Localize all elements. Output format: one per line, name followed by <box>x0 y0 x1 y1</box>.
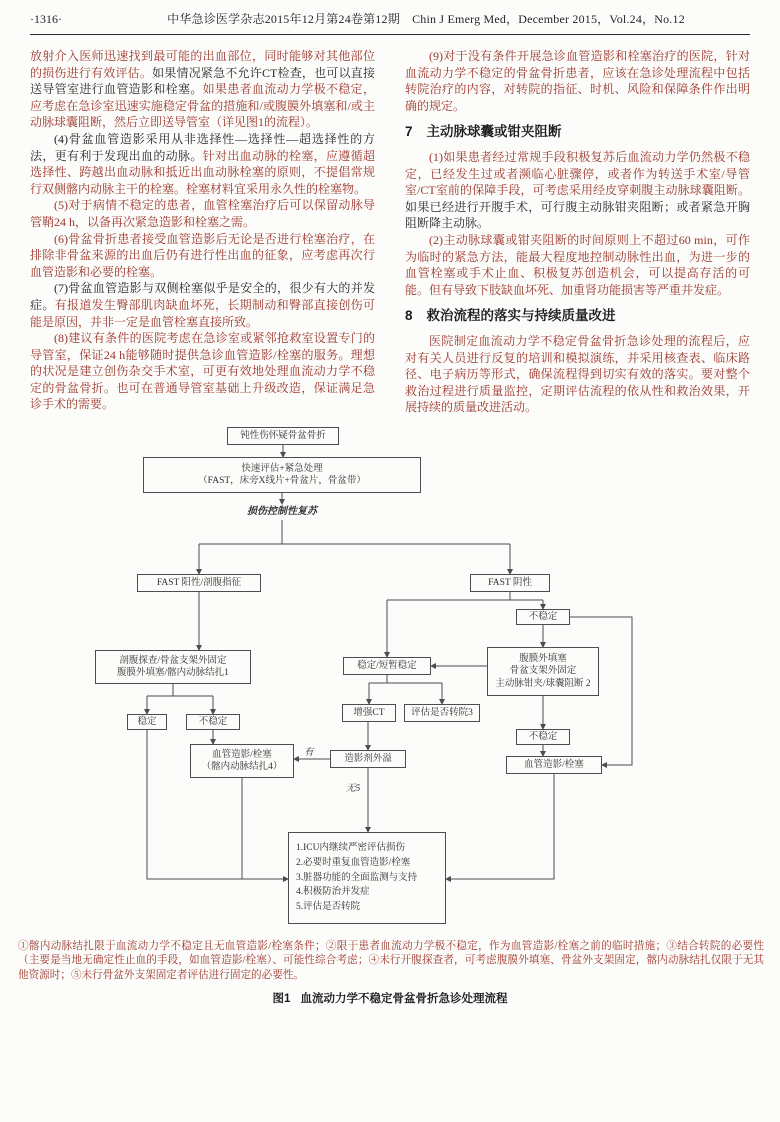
flow-node-angiography-right <box>506 756 602 774</box>
paragraph <box>405 149 750 232</box>
text-segment: (2)主动脉球囊或钳夹阻断的时间原则上不超过60 min，可作为临时的紧急方法，能最大程度地控制动脉性出血，为进一步的血管栓塞或手术止血、积极复苏创造机会，可以提高存活的可能。但有导致下肢缺血坏死、加重肾功能损害等严重并发症。 <box>405 232 750 297</box>
paragraph <box>30 197 375 230</box>
flow-node-line: FAST 阴性 <box>488 577 532 588</box>
paragraph <box>30 280 375 330</box>
flow-node-line: 评估是否转院3 <box>411 707 473 718</box>
flow-node-line: 主动脉钳夹/球囊阻断 2 <box>495 678 591 689</box>
flow-node-line: 剖腹探查/骨盆支架外固定 <box>119 655 227 666</box>
text-segment: 放射介入医师迅速找到最可能的出血部位，同时能够对其他部位的损伤进行有效评估。 <box>30 49 375 80</box>
paragraph <box>30 330 375 413</box>
section-title: 主动脉球囊或钳夹阻断 <box>426 124 562 140</box>
flow-node-line: （髂内动脉结扎4） <box>201 761 283 772</box>
paragraph <box>405 232 750 298</box>
journal-title: 中华急诊医学杂志2015年12月第24卷第12期 Chin J Emerg Med，December 2015，Vol.24，No.12 <box>167 12 685 26</box>
text-segment: (1)如果患者经过常规手段积极复苏后血流动力学仍然极不稳定，已经发生过或者濒临心脏骤停，或者作为转送手术室/导管室/CT室前的保障手段，可考虑采用经皮穿刺腹主动脉球囊阻断。 <box>405 149 750 198</box>
flow-node-line: （FAST，床旁X线片+骨盆片，骨盆带） <box>198 475 366 486</box>
flow-node-line: 血管造影/栓塞 <box>524 759 584 770</box>
flow-node-line: 不稳定 <box>198 716 228 727</box>
figure-caption-text: 血流动力学不稳定骨盆骨折急诊处理流程 <box>300 992 508 1005</box>
flow-node-fast-positive <box>137 574 261 592</box>
section-heading <box>405 124 750 141</box>
text-segment: (9)对于没有条件开展急诊血管造影和栓塞治疗的医院，针对血流动力学不稳定的骨盆骨折患者，应该在急诊处理流程中包括转院治疗的内容，对转院的指征、时机、风险和保障条件作出明确的规定。 <box>405 49 750 113</box>
flow-connector <box>446 774 554 879</box>
flow-node-stable-left <box>127 714 167 730</box>
flow-node-angiography-left <box>190 744 294 778</box>
section-heading <box>405 308 750 325</box>
text-segment: 医院制定血流动力学不稳定骨盆骨折急诊处理的流程后，应对有关人员进行反复的培训和模拟演练，并采用核查表、临床路径、电子病历等形式，确保流程得到切实有效的落实。要对整个救治过程进行质量监控，定期评估流程的依从性和救治效果，开展持续的质量改进活动。 <box>405 333 750 415</box>
text-segment: 针对出血动脉的栓塞，应遵循超选择性、跨越出血动脉和抵近出血动脉栓塞的原则，不提倡常规行双侧髂内动脉主干的栓塞。栓塞材料宜采用永久性的栓塞物。 <box>30 148 375 196</box>
flow-node-packing-fixation-occlusion <box>487 647 599 696</box>
flow-node-contrast-extravasation <box>330 750 406 768</box>
section-number: 8 <box>405 308 413 324</box>
flow-node-line: 稳定 <box>137 716 157 727</box>
figure-label: 图1 <box>272 992 291 1005</box>
page-number: ·1316· <box>30 12 62 26</box>
flow-node-blunt-trauma <box>227 427 339 445</box>
section-number: 7 <box>405 124 413 140</box>
flow-node-laparotomy-fixation <box>95 650 251 684</box>
flow-node-transfer-assessment <box>404 704 480 722</box>
paragraph <box>30 48 375 131</box>
flow-node-line: 血管造影/栓塞 <box>212 749 272 760</box>
flow-node-line: 腹膜外填塞/髂内动脉结扎1 <box>117 667 229 678</box>
flow-node-fast-negative <box>470 574 550 592</box>
page-header <box>30 10 750 27</box>
flow-node-stable-transient <box>343 657 431 675</box>
flow-node-line: 2.必要时重复血管造影/栓塞 <box>296 857 411 868</box>
flow-node-line: 腹膜外填塞 <box>519 653 567 664</box>
flow-node-line: 骨盆支架外固定 <box>509 666 577 677</box>
flow-node-line: 损伤控制性复苏 <box>247 506 317 518</box>
left-column <box>30 48 375 416</box>
text-segment: 有报道发生臀部肌肉缺血坏死，长期制动和臀部直接创伤可能是原因，并非一定是血管栓塞直接所致。 <box>30 297 375 329</box>
paragraph <box>405 48 750 114</box>
flow-node-rapid-assessment <box>143 457 421 493</box>
text-segment: 如果已经进行开腹手术，可行腹主动脉钳夹阻断；或者紧急开胸阻断降主动脉。 <box>405 199 750 231</box>
flow-edge-label: 有 <box>304 747 314 758</box>
article-columns <box>30 48 750 416</box>
flow-node-line: FAST 阳性/剖腹指征 <box>156 577 242 588</box>
text-segment: (6)骨盆骨折患者接受血管造影后无论是否进行栓塞治疗，在排除非骨盆来源的出血后仍有进行性出血的征象，应考虑再次行血管造影和必要的栓塞。 <box>30 231 375 279</box>
figure-caption <box>30 990 750 1006</box>
right-column <box>405 48 750 416</box>
flow-node-unstable-top <box>516 609 570 625</box>
flow-node-line: 钝性伤怀疑骨盆骨折 <box>240 430 326 441</box>
flow-node-line: 1.ICU内继续严密评估损伤 <box>296 843 405 854</box>
flow-node-line: 稳定/短暂稳定 <box>357 660 417 671</box>
paragraph <box>30 131 375 197</box>
flow-node-line: 5.评估是否转院 <box>296 901 361 912</box>
flow-node-line: 快速评估+紧急处理 <box>241 463 323 474</box>
text-segment: (4)骨盆血管造影采用从非选择性—选择性—超选择性的方法，更有利于发现出血的动脉。 <box>30 131 375 163</box>
header-rule <box>30 34 750 35</box>
text-segment: (7)骨盆血管造影与双侧栓塞似乎是安全的，很少有大的并发症。 <box>30 281 375 312</box>
flow-node-damage-control-resuscitation <box>232 504 332 520</box>
flow-node-line: 增强CT <box>353 707 385 718</box>
section-title: 救治流程的落实与持续质量改进 <box>426 308 616 324</box>
flow-node-line: 不稳定 <box>528 731 558 742</box>
paragraph <box>30 231 375 281</box>
flow-node-line: 3.脏器功能的全面监测与支持 <box>296 872 418 883</box>
flowchart-figure <box>10 424 770 932</box>
flow-edge-label: 无5 <box>346 783 361 794</box>
flow-node-line: 造影剂外溢 <box>344 753 392 764</box>
text-segment: (8)建议有条件的医院考虑在急诊室或紧邻抢救室设置专门的导管室，保证24 h能够随时提供急诊血管造影/栓塞的服务。理想的状况是建立创伤杂交手术室，可更有效地处理血流动力学不稳定的骨盆骨折。也可在普通导管室基础上升级改造，保证满足急诊手术的需要。 <box>30 331 375 412</box>
flow-node-line: 不稳定 <box>528 611 558 622</box>
figure-footnotes: ①髂内动脉结扎限于血流动力学不稳定且无血管造影/栓塞条件；②限于患者血流动力学极不稳定，作为血管造影/栓塞之前的临时措施；③结合转院的必要性（主要是当地无确定性止血的手段，如血管造影/栓塞）、可能性综合考虑；④未行开腹探查者，可考虑腹膜外填塞、骨盆外支架固定，髂内动脉结扎仅限于无其他资源时；⑤未行骨盆外支架固定者评估进行固定的必要性。 <box>18 940 764 982</box>
text-segment: (5)对于病情不稳定的患者，血管栓塞治疗后可以保留动脉导管鞘24 h，以备再次紧急造影和栓塞之需。 <box>30 198 375 229</box>
text-segment: 如果患者血流动力学极不稳定，应考虑在急诊室迅速实施稳定骨盆的措施和/或腹膜外填塞和/或主动脉球囊阻断，然后立即送导管室（详见图1的流程）。 <box>30 82 375 130</box>
flow-node-unstable-right <box>516 729 570 745</box>
text-segment: 如果情况紧急不允许CT检查，也可以直接送导管室进行血管造影和栓塞。 <box>30 65 375 97</box>
flow-node-line: 4.积极防治并发症 <box>296 887 370 898</box>
flow-node-unstable-left <box>186 714 240 730</box>
paragraph <box>405 333 750 416</box>
flow-node-enhanced-ct <box>342 704 396 722</box>
flow-node-icu-management <box>288 832 446 924</box>
